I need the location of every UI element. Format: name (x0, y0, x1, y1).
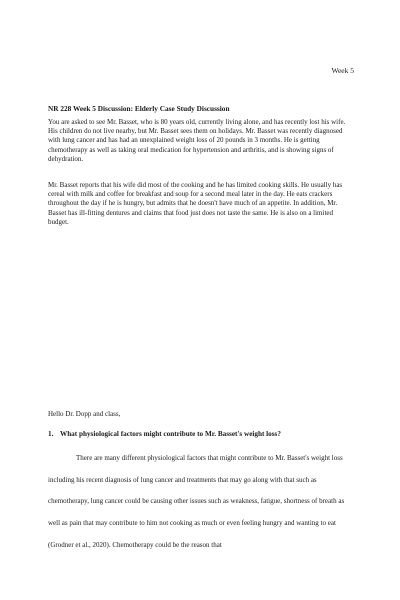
document-title: NR 228 Week 5 Discussion: Elderly Case Study Discussion (48, 104, 230, 113)
case-paragraph-2: Mr. Basset reports that his wife did most of the cooking and he has limited cooking skills. He usually has cereal with milk and coffee for breakfast and soup for a second meal later in the day. He eats crackers throughout the day if he is hungry, but admits that he doesn't have much of an appetite. In addition, Mr. Basset has ill-fitting dentures and claims that food just does not taste the same. He is also on a limited budget. (48, 181, 343, 226)
answer-paragraph: There are many different physiological factors that might contribute to Mr. Basset's weight loss including his recent diagnosis of lung cancer and treatments that may go along with that such as chemotherapy, lung cancer could be causing other issues such as weakness, fatigue, shortness of breath as well as pain that may contribute to him not cooking as much or even feeling hungry and wanting to eat (Grodner et al., 2020). Chemotherapy could be the reason that (48, 454, 345, 549)
case-paragraph-1: You are asked to see Mr. Basset, who is 80 years old, currently living alone, and has recently lost his wife. His children do not live nearby, but Mr. Basset sees them on holidays. Mr. Basset was recently diagnosed with lung cancer and has had an unexplained weight loss of 20 pounds in 3 months. He is getting chemotherapy as well as taking oral medication for hypertension and arthritis, and is showing signs of dehydration. (48, 118, 346, 163)
question-heading (48, 430, 281, 438)
page-header-week: Week 5 (331, 66, 354, 75)
greeting-line: Hello Dr. Dopp and class, (48, 410, 121, 418)
question-text: What physiological factors might contribute to Mr. Basset's weight loss? (60, 430, 281, 438)
question-number: 1. (48, 430, 54, 438)
